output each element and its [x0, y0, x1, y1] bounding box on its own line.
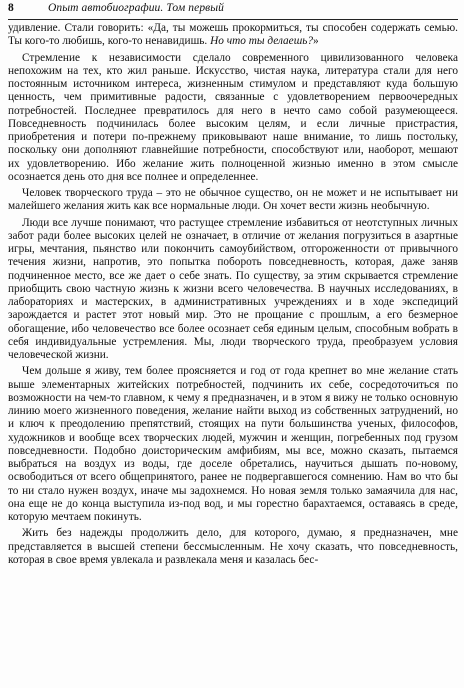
paragraph-1	[8, 22, 458, 49]
paragraph-4: Люди все лучше понимают, что растущее стремление избавиться от неотступных личных забот ради более высоких целей не означает, в отличие от желания погрузиться в азартные игры, мечтания, пьянство или покончить самоубийством, отгороженности от привычного течения жизни, напротив, это попытка побороть повседневность, которая, даже заняв подчиненное место, все же дает о себе знать. По существу, за этим скрывается стремление приобщить свою частную жизнь к жизни всего человечества. В научных исследованиях, в лабораториях и мастерских, в административных учреждениях и в ходе экспедиций зарождается и растет этот новый мир. Это не прощание с прошлым, а его безмерное обогащение, ибо человечество все более осознает себя единым целым, способным вобрать в себя индивидуальные устремления. Мы, люди творческого труда, преобразуем условия человеческой жизни.	[8, 216, 458, 361]
page-body	[8, 22, 458, 686]
paragraph-5: Чем дольше я живу, тем более проясняется и год от года крепнет во мне желание стать выше элементарных житейских потребностей, подчинить их себе, сосредоточиться по возможности на чем-то главном, к чему я предназначен, и в этом я вижу не только основную линию моего жизненного поведения, желание найти выход из собственных затруднений, но и ключ к преодолению препятствий, стоящих на пути большинства ученых, философов, художников и вообще всех творческих людей, мужчин и женщин, погребенных под грузом повседневности. Подобно доисторическим амфибиям, мы все, можно сказать, пытаемся выбраться на воздух из воды, где доселе обретались, научиться дышать по-новому, освободиться от всего общепринятого, ранее не подвергавшегося сомнению. Нам во что бы то ни стало нужен воздух, иначе мы задохнемся. Но новая земля только замаячила для нас, она еще не до конца выступила из-под вод, и мы горестно барахтаемся, оставаясь в среде, которую мечтаем покинуть.	[8, 365, 458, 523]
paragraph-1-italic-question: Но что ты делаешь?	[210, 35, 314, 48]
paragraph-6: Жить без надежды продолжить дело, для которого, думаю, я предназначен, мне представляется в высшей степени бессмысленным. Не хочу сказать, что повседневность, которая в свое время увлекала и развлекала меня и казалась бес-	[8, 527, 458, 566]
paragraph-1-text: удивление. Стали говорить: «Да, ты можешь прокормиться, ты способен содержать семью. Ты кого-то любишь, кого-то ненавидишь.	[8, 22, 458, 48]
paragraph-3: Человек творческого труда – это не обычное существо, он не может и не испытывает ни малейшего желания жить как все нормальные люди. Он хочет вести жизнь необычную.	[8, 187, 458, 213]
header-rule	[8, 19, 458, 20]
page-number: 8	[8, 2, 14, 14]
page-header	[8, 2, 456, 19]
paragraph-1-closing-quote: »	[313, 35, 319, 48]
running-title: Опыт автобиографии. Том первый	[48, 2, 224, 14]
paragraph-2: Стремление к независимости сделало современного цивилизованного человека непохожим на тех, кто жил раньше. Искусство, чистая наука, литература стали для него постоянным источником интереса, жизненным стимулом и представляют куда большую ценность, чем примитивные радости, связанные с удовлетворением первоочередных потребностей. Последнее превратилось для него в нечто само собой разумеющееся. Повседневность подчинилась более высоким целям, и если личные пристрастия, приобретения и потери по-прежнему приковывают наше внимание, то лишь постольку, поскольку они дополняют главнейшие потребности, способствуют или, наоборот, мешают их удовлетворению. Ибо желание жить полноценной жизнью именно в этом смысле осознается день ото дня все полнее и определеннее.	[8, 51, 458, 183]
